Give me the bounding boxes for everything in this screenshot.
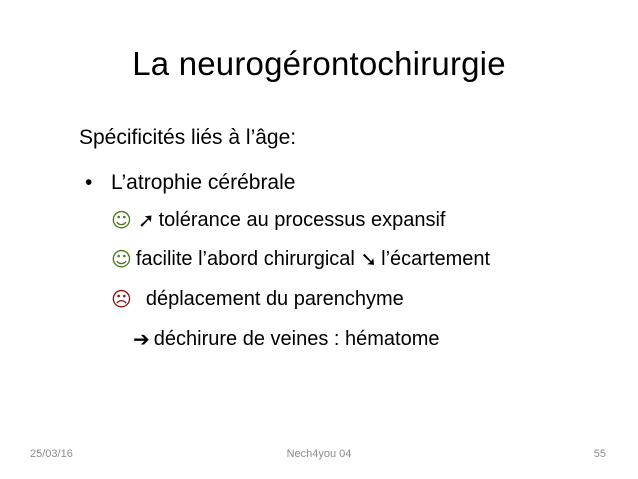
footer-date: 25/03/16 bbox=[30, 448, 73, 460]
bullet-item bbox=[85, 170, 295, 196]
smiley-icon: ☺ bbox=[111, 247, 132, 271]
sub-item-deplacement bbox=[111, 286, 404, 312]
slide-title: La neurogérontochirurgie bbox=[132, 45, 506, 82]
sub-item-dechirure bbox=[133, 326, 439, 352]
bullet-text: L’atrophie cérébrale bbox=[111, 171, 296, 194]
sub-item-text: déchirure de veines : hématome bbox=[153, 328, 440, 350]
sub-item-facilite bbox=[111, 246, 490, 272]
frowny-icon: ☹ bbox=[111, 287, 132, 311]
arrow-right-icon: ➔ bbox=[133, 327, 150, 351]
sub-item-text: tolérance au processus expansif bbox=[158, 209, 446, 231]
slide-subtitle: Spécificités liés à l’âge: bbox=[79, 126, 297, 149]
sub-item-text-a: facilite l’abord chirurgical bbox=[135, 248, 355, 270]
smiley-icon: ☺ bbox=[111, 208, 132, 232]
sub-item-text: déplacement du parenchyme bbox=[145, 288, 404, 310]
bullet-dot-icon: • bbox=[85, 171, 93, 194]
arrow-up-right-icon: ➚ bbox=[137, 208, 155, 232]
footer-author: Nech4you 04 bbox=[286, 448, 352, 460]
sub-item-tolerance bbox=[111, 207, 445, 233]
arrow-down-right-icon: ➘ bbox=[360, 247, 378, 271]
sub-item-text-b: l’écartement bbox=[381, 248, 491, 270]
footer-page-number: 55 bbox=[593, 448, 606, 460]
